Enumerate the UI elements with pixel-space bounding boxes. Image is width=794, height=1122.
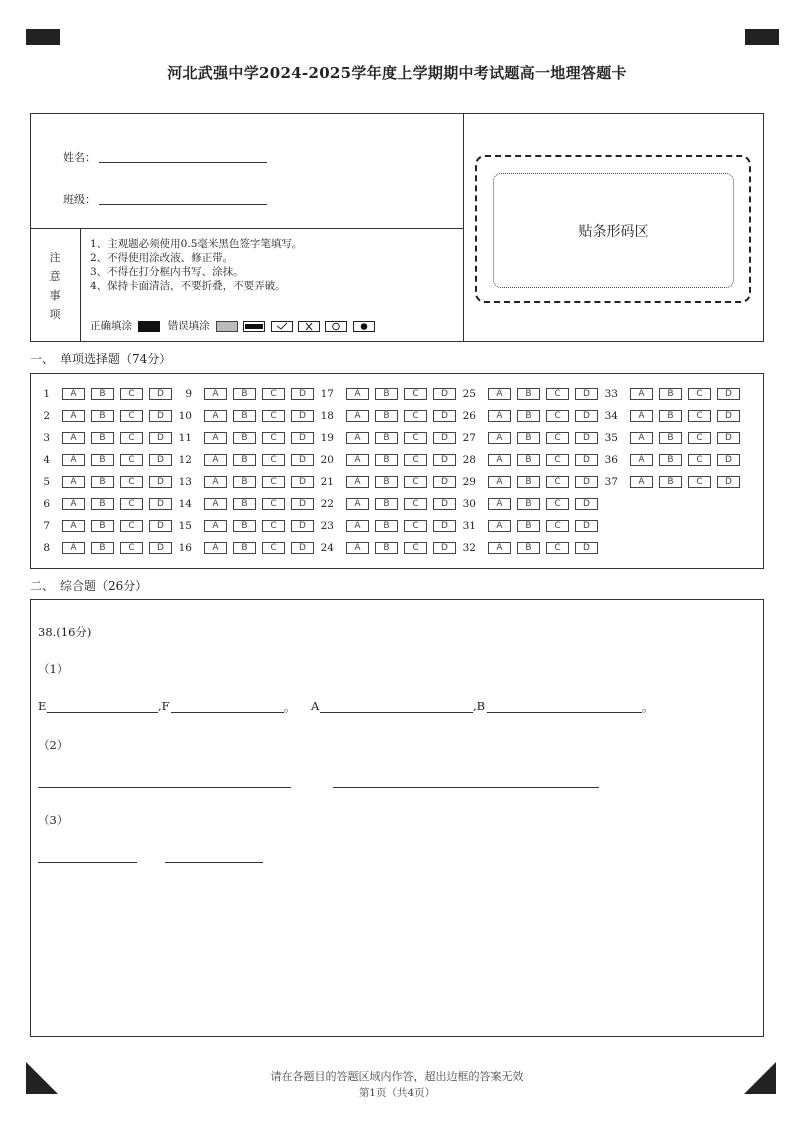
class-label: 班级： — [63, 193, 96, 206]
option-bubble-d[interactable]: D — [575, 542, 598, 554]
fill-example-row — [90, 319, 375, 333]
section1-title: 一、 单项选择题（74分） — [30, 352, 172, 366]
footer-notice: 请在各题目的答题区域内作答，超出边框的答案无效 — [270, 1070, 524, 1083]
option-bubble-d[interactable]: D — [717, 454, 740, 466]
option-bubble-d[interactable]: D — [149, 520, 172, 532]
option-bubble-b[interactable]: B — [659, 454, 682, 466]
option-bubble-b[interactable]: B — [375, 388, 398, 400]
option-bubble-b[interactable]: B — [375, 542, 398, 554]
option-bubble-c[interactable]: C — [688, 454, 711, 466]
option-bubble-d[interactable]: D — [575, 388, 598, 400]
part-3-label: （3） — [38, 813, 69, 827]
option-bubble-d[interactable]: D — [433, 454, 456, 466]
barcode-label: 贴条形码区 — [578, 224, 649, 240]
option-bubble-d[interactable]: D — [291, 410, 314, 422]
option-bubble-a[interactable]: A — [62, 520, 85, 532]
option-bubble-b[interactable]: B — [517, 410, 540, 422]
option-bubble-d[interactable]: D — [433, 542, 456, 554]
question-number: 13 — [178, 476, 192, 488]
question-number: 35 — [604, 432, 618, 444]
cross-mark-icon — [298, 321, 320, 332]
option-bubble-d[interactable]: D — [575, 498, 598, 510]
option-bubble-a[interactable]: A — [488, 498, 511, 510]
question-number: 8 — [43, 542, 50, 554]
question-number: 4 — [43, 454, 50, 466]
blank-e-label: E — [38, 699, 47, 713]
option-bubble-c[interactable]: C — [120, 388, 143, 400]
option-bubble-b[interactable]: B — [233, 454, 256, 466]
part-3-answer-line-2[interactable] — [165, 862, 263, 863]
option-bubble-d[interactable]: D — [291, 476, 314, 488]
notice-side-char: 项 — [49, 308, 61, 321]
option-bubble-d[interactable]: D — [575, 410, 598, 422]
question-number: 3 — [43, 432, 50, 444]
notice-side-char: 事 — [49, 289, 61, 302]
question-number: 15 — [178, 520, 192, 532]
option-bubble-b[interactable]: B — [91, 454, 114, 466]
option-bubble-d[interactable]: D — [149, 542, 172, 554]
option-bubble-a[interactable]: A — [346, 388, 369, 400]
option-bubble-a[interactable]: A — [204, 454, 227, 466]
question-number: 19 — [320, 432, 334, 444]
question-number: 17 — [320, 388, 334, 400]
question-number: 5 — [43, 476, 50, 488]
option-bubble-c[interactable]: C — [546, 520, 569, 532]
question-number: 10 — [178, 410, 192, 422]
option-bubble-a[interactable]: A — [346, 542, 369, 554]
name-label: 姓名： — [63, 151, 96, 164]
option-bubble-a[interactable]: A — [488, 388, 511, 400]
option-bubble-d[interactable]: D — [575, 454, 598, 466]
option-bubble-d[interactable]: D — [575, 520, 598, 532]
blank-f-field[interactable] — [171, 712, 284, 713]
notice-line: 3、不得在打分框内书写、涂抹。 — [90, 266, 244, 278]
blank-a-field[interactable] — [320, 712, 473, 713]
question-number: 32 — [462, 542, 476, 554]
option-bubble-c[interactable]: C — [404, 388, 427, 400]
option-bubble-a[interactable]: A — [630, 454, 653, 466]
option-bubble-c[interactable]: C — [404, 520, 427, 532]
option-bubble-c[interactable]: C — [262, 520, 285, 532]
blank-b-label: ,B — [473, 699, 486, 713]
option-bubble-c[interactable]: C — [262, 498, 285, 510]
option-bubble-a[interactable]: A — [204, 498, 227, 510]
option-bubble-c[interactable]: C — [404, 410, 427, 422]
option-bubble-b[interactable]: B — [375, 520, 398, 532]
question-number: 31 — [462, 520, 476, 532]
option-bubble-b[interactable]: B — [91, 432, 114, 444]
option-bubble-a[interactable]: A — [204, 432, 227, 444]
option-bubble-c[interactable]: C — [120, 498, 143, 510]
choice-area — [30, 373, 764, 569]
option-bubble-b[interactable]: B — [233, 476, 256, 488]
option-bubble-d[interactable]: D — [433, 520, 456, 532]
question-number: 27 — [462, 432, 476, 444]
option-bubble-d[interactable]: D — [717, 388, 740, 400]
option-bubble-d[interactable]: D — [717, 432, 740, 444]
dot-mark-icon — [353, 321, 375, 332]
wrong-fill-label: 错误填涂 — [167, 320, 210, 332]
option-bubble-b[interactable]: B — [659, 388, 682, 400]
question-number: 29 — [462, 476, 476, 488]
option-bubble-d[interactable]: D — [291, 388, 314, 400]
circle-mark-icon — [325, 321, 347, 332]
option-bubble-c[interactable]: C — [546, 410, 569, 422]
option-bubble-a[interactable]: A — [346, 432, 369, 444]
option-bubble-c[interactable]: C — [120, 520, 143, 532]
name-field[interactable] — [99, 162, 267, 163]
class-field[interactable] — [99, 204, 267, 205]
option-bubble-c[interactable]: C — [120, 476, 143, 488]
option-bubble-d[interactable]: D — [149, 432, 172, 444]
notice-list — [90, 237, 302, 293]
option-bubble-a[interactable]: A — [62, 498, 85, 510]
check-mark-icon — [271, 321, 293, 332]
option-bubble-b[interactable]: B — [375, 454, 398, 466]
blank-a-label: A — [311, 699, 320, 713]
notice-line: 2、不得使用涂改液、修正带。 — [90, 252, 234, 264]
option-bubble-c[interactable]: C — [688, 410, 711, 422]
option-bubble-a[interactable]: A — [488, 410, 511, 422]
option-bubble-d[interactable]: D — [291, 542, 314, 554]
option-bubble-a[interactable]: A — [488, 476, 511, 488]
option-bubble-b[interactable]: B — [517, 454, 540, 466]
correct-fill-label: 正确填涂 — [90, 320, 132, 332]
option-bubble-b[interactable]: B — [517, 476, 540, 488]
question-number: 36 — [604, 454, 618, 466]
question-number: 28 — [462, 454, 476, 466]
option-bubble-c[interactable]: C — [546, 454, 569, 466]
option-bubble-c[interactable]: C — [546, 476, 569, 488]
part-1-label: （1） — [38, 662, 69, 676]
option-bubble-c[interactable]: C — [404, 454, 427, 466]
option-bubble-c[interactable]: C — [404, 542, 427, 554]
section2-title: 二、 综合题（26分） — [30, 579, 148, 593]
option-bubble-b[interactable]: B — [233, 542, 256, 554]
option-bubble-d[interactable]: D — [291, 432, 314, 444]
corner-mark-top-right — [745, 29, 779, 45]
option-bubble-b[interactable]: B — [233, 520, 256, 532]
notice-side-char: 意 — [49, 270, 61, 283]
answer-area — [30, 599, 764, 1037]
option-bubble-d[interactable]: D — [291, 520, 314, 532]
option-bubble-d[interactable]: D — [291, 454, 314, 466]
option-bubble-d[interactable]: D — [433, 476, 456, 488]
period-mark: 。 — [284, 700, 296, 714]
option-bubble-a[interactable]: A — [62, 454, 85, 466]
question-number: 7 — [43, 520, 50, 532]
option-bubble-a[interactable]: A — [346, 498, 369, 510]
option-bubble-b[interactable]: B — [233, 498, 256, 510]
option-bubble-c[interactable]: C — [688, 476, 711, 488]
page-number: 第1页（共4页） — [358, 1087, 436, 1099]
option-bubble-a[interactable]: A — [204, 520, 227, 532]
option-bubble-b[interactable]: B — [375, 498, 398, 510]
option-bubble-b[interactable]: B — [91, 520, 114, 532]
option-bubble-b[interactable]: B — [517, 498, 540, 510]
option-bubble-a[interactable]: A — [630, 388, 653, 400]
option-bubble-d[interactable]: D — [149, 410, 172, 422]
part-2-answer-line-2[interactable] — [333, 787, 599, 788]
blank-f-label: ,F — [158, 699, 170, 713]
question-number: 16 — [178, 542, 192, 554]
option-bubble-c[interactable]: C — [120, 432, 143, 444]
option-bubble-a[interactable]: A — [204, 388, 227, 400]
option-bubble-a[interactable]: A — [488, 432, 511, 444]
blank-e-field[interactable] — [47, 712, 158, 713]
option-bubble-b[interactable]: B — [91, 476, 114, 488]
option-bubble-b[interactable]: B — [375, 432, 398, 444]
question-number: 21 — [320, 476, 334, 488]
option-bubble-a[interactable]: A — [346, 476, 369, 488]
option-bubble-a[interactable]: A — [62, 476, 85, 488]
option-bubble-b[interactable]: B — [517, 432, 540, 444]
option-bubble-c[interactable]: C — [404, 498, 427, 510]
option-bubble-a[interactable]: A — [488, 542, 511, 554]
option-bubble-b[interactable]: B — [233, 410, 256, 422]
question-number: 25 — [462, 388, 476, 400]
option-bubble-d[interactable]: D — [717, 476, 740, 488]
notice-side-char: 注 — [49, 251, 61, 264]
option-bubble-b[interactable]: B — [517, 542, 540, 554]
option-bubble-a[interactable]: A — [488, 454, 511, 466]
option-bubble-c[interactable]: C — [262, 476, 285, 488]
option-bubble-b[interactable]: B — [659, 410, 682, 422]
option-bubble-d[interactable]: D — [291, 498, 314, 510]
period-mark: 。 — [642, 700, 654, 714]
option-bubble-a[interactable]: A — [204, 542, 227, 554]
option-bubble-c[interactable]: C — [120, 410, 143, 422]
question-number: 22 — [320, 498, 334, 510]
option-bubble-b[interactable]: B — [91, 498, 114, 510]
question-number: 9 — [185, 388, 192, 400]
question-number: 24 — [320, 542, 334, 554]
option-bubble-c[interactable]: C — [262, 388, 285, 400]
question-number: 2 — [43, 410, 50, 422]
blank-b-field[interactable] — [487, 712, 642, 713]
question-number: 18 — [320, 410, 334, 422]
option-bubble-c[interactable]: C — [546, 542, 569, 554]
option-bubble-a[interactable]: A — [346, 454, 369, 466]
notice-line: 4、保持卡面清洁，不要折叠，不要弄破。 — [90, 280, 286, 292]
option-bubble-b[interactable]: B — [375, 410, 398, 422]
option-bubble-b[interactable]: B — [91, 410, 114, 422]
question-number: 20 — [320, 454, 334, 466]
option-bubble-b[interactable]: B — [517, 388, 540, 400]
question-number: 26 — [462, 410, 476, 422]
option-bubble-a[interactable]: A — [62, 388, 85, 400]
option-bubble-c[interactable]: C — [120, 454, 143, 466]
question-number: 30 — [462, 498, 476, 510]
question-number: 12 — [178, 454, 192, 466]
option-bubble-a[interactable]: A — [630, 476, 653, 488]
part-3-answer-line-1[interactable] — [38, 862, 137, 863]
option-bubble-b[interactable]: B — [517, 520, 540, 532]
question-number: 23 — [320, 520, 334, 532]
option-bubble-c[interactable]: C — [262, 454, 285, 466]
question-number: 37 — [604, 476, 618, 488]
option-bubble-b[interactable]: B — [375, 476, 398, 488]
option-bubble-a[interactable]: A — [346, 410, 369, 422]
option-bubble-a[interactable]: A — [62, 542, 85, 554]
option-bubble-b[interactable]: B — [659, 476, 682, 488]
option-bubble-a[interactable]: A — [346, 520, 369, 532]
option-bubble-c[interactable]: C — [262, 410, 285, 422]
option-bubble-c[interactable]: C — [688, 432, 711, 444]
option-bubble-d[interactable]: D — [433, 498, 456, 510]
option-bubble-d[interactable]: D — [149, 454, 172, 466]
part-2-answer-line-1[interactable] — [38, 787, 291, 788]
wrong-fill-partial-swatch — [243, 321, 265, 332]
question-number: 1 — [43, 388, 50, 400]
option-bubble-b[interactable]: B — [659, 432, 682, 444]
option-bubble-b[interactable]: B — [233, 432, 256, 444]
option-bubble-a[interactable]: A — [630, 410, 653, 422]
option-bubble-d[interactable]: D — [149, 476, 172, 488]
option-bubble-d[interactable]: D — [717, 410, 740, 422]
question-number: 11 — [178, 432, 192, 444]
option-bubble-c[interactable]: C — [120, 542, 143, 554]
question-number: 33 — [604, 388, 618, 400]
option-bubble-d[interactable]: D — [433, 432, 456, 444]
option-bubble-d[interactable]: D — [575, 432, 598, 444]
option-bubble-d[interactable]: D — [575, 476, 598, 488]
notice-side-divider — [80, 228, 81, 342]
option-bubble-a[interactable]: A — [62, 410, 85, 422]
option-bubble-d[interactable]: D — [433, 410, 456, 422]
wrong-fill-grey-swatch — [216, 321, 238, 332]
option-bubble-d[interactable]: D — [433, 388, 456, 400]
question-38-label: 38.(16分) — [38, 625, 92, 639]
option-bubble-b[interactable]: B — [91, 388, 114, 400]
part-2-label: （2） — [38, 738, 69, 752]
option-bubble-a[interactable]: A — [204, 410, 227, 422]
option-bubble-b[interactable]: B — [233, 388, 256, 400]
option-bubble-c[interactable]: C — [404, 476, 427, 488]
option-bubble-c[interactable]: C — [546, 388, 569, 400]
question-number: 6 — [43, 498, 50, 510]
info-horizontal-divider — [30, 228, 464, 229]
notice-side-label — [48, 248, 62, 324]
page-title: 河北武强中学2024-2025学年度上学期期中考试题高一地理答题卡 — [167, 64, 627, 82]
option-bubble-a[interactable]: A — [204, 476, 227, 488]
corner-mark-top-left — [26, 29, 60, 45]
option-bubble-c[interactable]: C — [688, 388, 711, 400]
option-bubble-d[interactable]: D — [149, 388, 172, 400]
question-number: 14 — [178, 498, 192, 510]
option-bubble-c[interactable]: C — [546, 498, 569, 510]
option-bubble-a[interactable]: A — [62, 432, 85, 444]
option-bubble-d[interactable]: D — [149, 498, 172, 510]
option-bubble-c[interactable]: C — [546, 432, 569, 444]
correct-fill-swatch — [138, 321, 160, 332]
option-bubble-a[interactable]: A — [488, 520, 511, 532]
question-number: 34 — [604, 410, 618, 422]
option-bubble-c[interactable]: C — [404, 432, 427, 444]
notice-line: 1、主观题必须使用0.5毫米黑色签字笔填写。 — [90, 238, 303, 250]
option-bubble-b[interactable]: B — [91, 542, 114, 554]
option-bubble-c[interactable]: C — [262, 432, 285, 444]
option-bubble-c[interactable]: C — [262, 542, 285, 554]
option-bubble-a[interactable]: A — [630, 432, 653, 444]
